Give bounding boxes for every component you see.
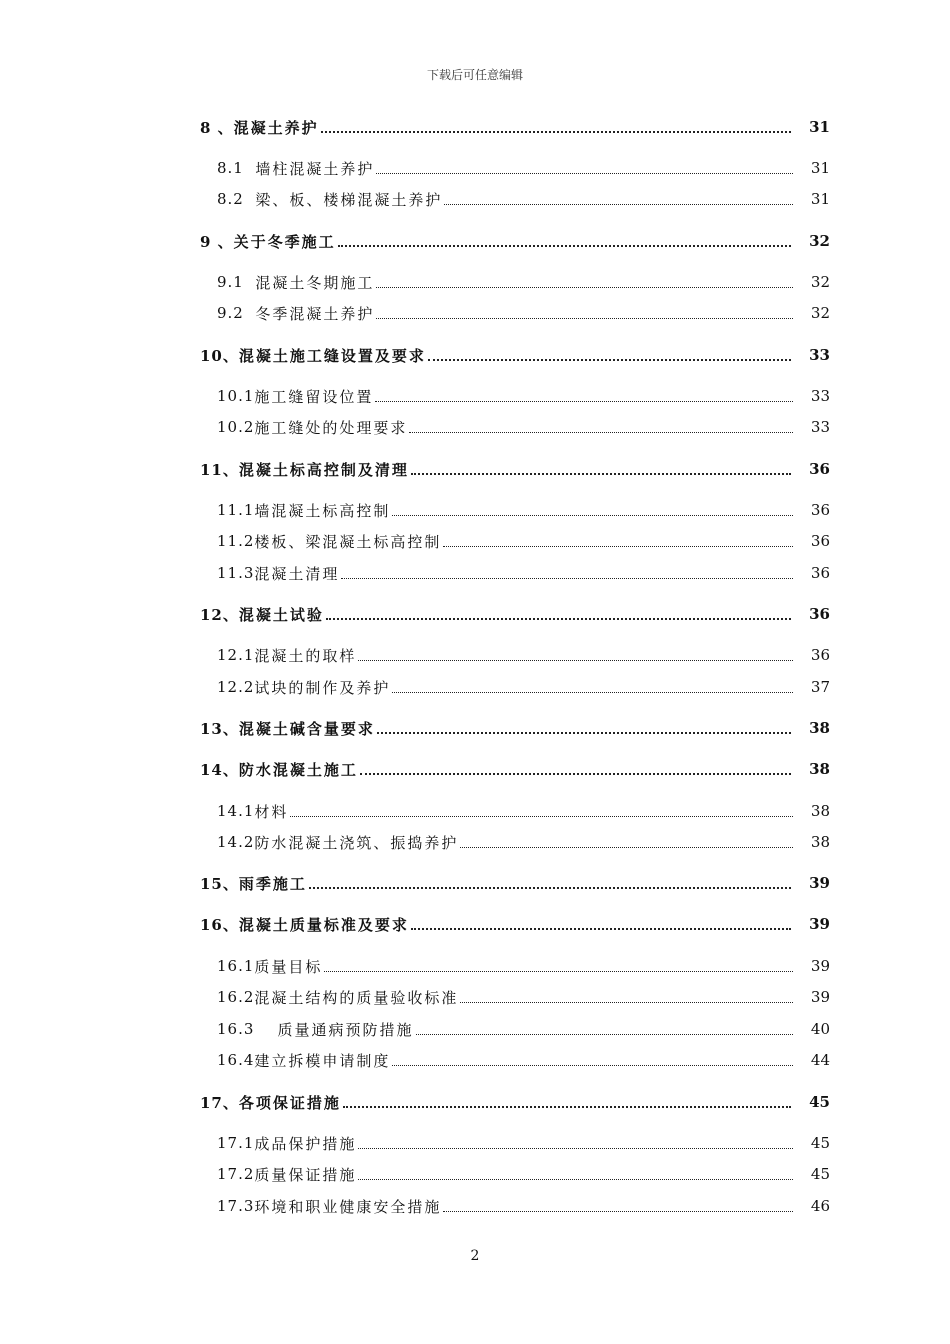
toc-entry-number: 11.1: [217, 501, 255, 519]
toc-entry-title: 环境和职业健康安全措施: [254, 1197, 442, 1216]
toc-section-entry[interactable]: [217, 302, 830, 324]
toc-entry-page: 33: [810, 387, 830, 405]
toc-dot-leader: [460, 847, 792, 848]
toc-chapter-entry[interactable]: [200, 344, 830, 366]
toc-entry-title: 混凝土试验: [238, 605, 324, 624]
toc-entry-page: 38: [810, 802, 830, 820]
toc-entry-number: 17.3: [217, 1197, 255, 1215]
toc-entry-number: 8.1: [217, 159, 256, 177]
toc-section-entry[interactable]: [217, 1018, 830, 1040]
toc-entry-number: 14、: [200, 760, 239, 779]
toc-entry-number: 16.4: [217, 1051, 255, 1069]
toc-section-entry[interactable]: [217, 188, 830, 210]
toc-entry-number: 16.2: [217, 988, 255, 1006]
toc-entry-number: 17.2: [217, 1165, 255, 1183]
toc-entry-title: 建立拆模申请制度: [254, 1051, 391, 1070]
toc-dot-leader: [411, 928, 791, 930]
toc-dot-leader: [341, 578, 792, 579]
toc-dot-leader: [358, 1179, 792, 1180]
toc-entry-number: 12、: [200, 605, 239, 624]
toc-entry-title: 混凝土质量标准及要求: [238, 915, 409, 934]
toc-chapter-entry[interactable]: [200, 872, 830, 894]
toc-entry-page: 39: [809, 915, 830, 933]
toc-entry-page: 45: [809, 1093, 830, 1111]
toc-entry-number: 16、: [200, 915, 239, 934]
toc-entry-number: 17、: [200, 1093, 239, 1112]
toc-entry-title: 混凝土标高控制及清理: [238, 460, 409, 479]
toc-section-entry[interactable]: [217, 800, 830, 822]
toc-entry-title: 混凝土清理: [254, 564, 340, 583]
toc-entry-page: 31: [810, 190, 830, 208]
toc-dot-leader: [309, 887, 791, 889]
toc-entry-number: 15、: [200, 874, 239, 893]
toc-entry-number: 14.2: [217, 833, 255, 851]
toc-dot-leader: [338, 245, 791, 247]
toc-entry-page: 38: [809, 760, 830, 778]
toc-dot-leader: [375, 401, 792, 402]
toc-entry-title: 混凝土碱含量要求: [238, 719, 375, 738]
toc-entry-title: 混凝土施工缝设置及要求: [238, 346, 426, 365]
toc-entry-number: 12.1: [217, 646, 255, 664]
toc-entry-title: 墙柱混凝土养护: [255, 159, 375, 178]
toc-dot-leader: [376, 318, 792, 319]
toc-section-entry[interactable]: [217, 986, 830, 1008]
toc-entry-page: 39: [810, 957, 830, 975]
toc-entry-title: 防水混凝土浇筑、振捣养护: [254, 833, 459, 852]
toc-entry-title: 楼板、梁混凝土标高控制: [254, 532, 442, 551]
toc-entry-number: 8.2: [217, 190, 256, 208]
toc-chapter-entry[interactable]: [200, 1091, 830, 1113]
toc-entry-page: 38: [809, 719, 830, 737]
toc-section-entry[interactable]: [217, 530, 830, 552]
toc-entry-page: 31: [809, 118, 830, 136]
toc-entry-number: 12.2: [217, 678, 255, 696]
toc-entry-title: 混凝土的取样: [254, 646, 357, 665]
toc-entry-title: 质量目标: [254, 957, 323, 976]
toc-dot-leader: [358, 1148, 792, 1149]
toc-dot-leader: [392, 515, 792, 516]
toc-dot-leader: [326, 618, 791, 620]
toc-entry-title: 墙混凝土标高控制: [254, 501, 391, 520]
toc-entry-page: 44: [810, 1051, 830, 1069]
toc-entry-page: 39: [810, 988, 830, 1006]
toc-dot-leader: [443, 1211, 792, 1212]
toc-entry-title: 施工缝处的处理要求: [254, 418, 408, 437]
toc-entry-page: 32: [810, 273, 830, 291]
toc-entry-page: 31: [810, 159, 830, 177]
toc-dot-leader: [321, 131, 791, 133]
toc-section-entry[interactable]: [217, 416, 830, 438]
toc-entry-title: 材料: [254, 802, 289, 821]
toc-dot-leader: [411, 473, 791, 475]
toc-entry-page: 38: [810, 833, 830, 851]
toc-entry-page: 36: [809, 460, 830, 478]
toc-chapter-entry[interactable]: [200, 230, 830, 252]
toc-dot-leader: [392, 1065, 792, 1066]
toc-dot-leader: [343, 1106, 791, 1108]
toc-section-entry[interactable]: [217, 1163, 830, 1185]
toc-entry-number: 11.2: [217, 532, 255, 550]
toc-entry-page: 32: [809, 232, 830, 250]
toc-chapter-entry[interactable]: [200, 116, 830, 138]
toc-dot-leader: [416, 1034, 793, 1035]
toc-entry-number: 17.1: [217, 1134, 255, 1152]
toc-chapter-entry[interactable]: [200, 717, 830, 739]
toc-dot-leader: [376, 173, 792, 174]
toc-chapter-entry[interactable]: [200, 913, 830, 935]
toc-entry-page: 40: [810, 1020, 830, 1038]
toc-entry-number: 11.3: [217, 564, 255, 582]
toc-entry-page: 36: [810, 532, 830, 550]
toc-entry-page: 37: [810, 678, 830, 696]
toc-entry-number: 14.1: [217, 802, 255, 820]
toc-dot-leader: [360, 773, 791, 775]
toc-dot-leader: [376, 287, 792, 288]
toc-entry-title: 混凝土冬期施工: [255, 273, 375, 292]
toc-entry-page: 32: [810, 304, 830, 322]
toc-entry-title: 施工缝留设位置: [254, 387, 374, 406]
toc-entry-page: 45: [810, 1165, 830, 1183]
toc-entry-page: 45: [810, 1134, 830, 1152]
toc-entry-number: 10、: [200, 346, 239, 365]
toc-entry-title: 质量保证措施: [254, 1165, 357, 1184]
toc-chapter-entry[interactable]: [200, 758, 830, 780]
toc-section-entry[interactable]: [217, 562, 830, 584]
toc-entry-number: 11、: [200, 460, 239, 479]
toc-entry-page: 36: [810, 501, 830, 519]
toc-entry-number: 10.1: [217, 387, 255, 405]
toc-entry-number: 9.1: [217, 273, 256, 291]
toc-entry-number: 9 、: [200, 232, 234, 251]
toc-dot-leader: [377, 732, 791, 734]
toc-section-entry[interactable]: [217, 499, 830, 521]
toc-section-entry[interactable]: [217, 1132, 830, 1154]
toc-section-entry[interactable]: [217, 1195, 830, 1217]
toc-entry-title: 混凝土结构的质量验收标准: [254, 988, 459, 1007]
toc-section-entry[interactable]: [217, 271, 830, 293]
toc-entry-number: 16.3: [217, 1020, 278, 1038]
toc-entry-title: 试块的制作及养护: [254, 678, 391, 697]
toc-entry-page: 33: [809, 346, 830, 364]
page-number: 2: [470, 1248, 480, 1264]
toc-entry-page: 36: [810, 564, 830, 582]
toc-entry-title: 雨季施工: [238, 874, 307, 893]
toc-entry-title: 关于冬季施工: [233, 232, 336, 251]
toc-dot-leader: [443, 546, 792, 547]
toc-section-entry[interactable]: [217, 385, 830, 407]
toc-entry-title: 梁、板、楼梯混凝土养护: [255, 190, 443, 209]
toc-entry-title: 质量通病预防措施: [277, 1020, 414, 1039]
toc-entry-number: 10.2: [217, 418, 255, 436]
toc-entry-title: 混凝土养护: [233, 118, 319, 137]
toc-section-entry[interactable]: [217, 1049, 830, 1071]
toc-dot-leader: [428, 359, 791, 361]
toc-entry-page: 36: [810, 646, 830, 664]
toc-entry-page: 39: [809, 874, 830, 892]
toc-entry-page: 46: [810, 1197, 830, 1215]
toc-dot-leader: [392, 692, 792, 693]
toc-entry-number: 13、: [200, 719, 239, 738]
toc-entry-page: 33: [810, 418, 830, 436]
toc-dot-leader: [358, 660, 792, 661]
toc-chapter-entry[interactable]: [200, 458, 830, 480]
page-header: 下载后可任意编辑: [426, 68, 523, 82]
toc-entry-title: 防水混凝土施工: [238, 760, 358, 779]
toc-section-entry[interactable]: [217, 644, 830, 666]
toc-dot-leader: [324, 971, 792, 972]
toc-dot-leader: [460, 1002, 792, 1003]
toc-entry-title: 冬季混凝土养护: [255, 304, 375, 323]
toc-entry-number: 16.1: [217, 957, 255, 975]
toc-dot-leader: [409, 432, 792, 433]
toc-section-entry[interactable]: [217, 157, 830, 179]
toc-section-entry[interactable]: [217, 676, 830, 698]
toc-dot-leader: [444, 204, 792, 205]
toc-dot-leader: [290, 816, 792, 817]
toc-entry-number: 8 、: [200, 118, 234, 137]
toc-entry-title: 成品保护措施: [254, 1134, 357, 1153]
toc-chapter-entry[interactable]: [200, 603, 830, 625]
toc-entry-title: 各项保证措施: [238, 1093, 341, 1112]
toc-entry-page: 36: [809, 605, 830, 623]
toc-section-entry[interactable]: [217, 955, 830, 977]
toc-section-entry[interactable]: [217, 831, 830, 853]
toc-entry-number: 9.2: [217, 304, 256, 322]
